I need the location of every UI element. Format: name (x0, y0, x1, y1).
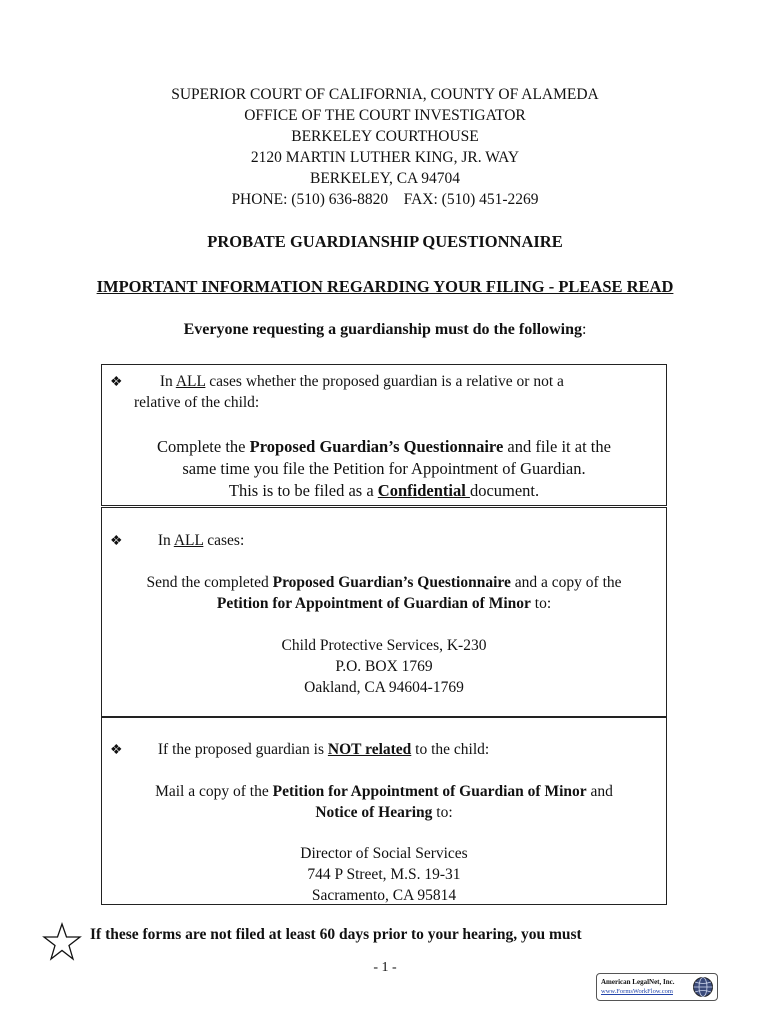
box3-line1-b: and (586, 783, 613, 800)
box3-line1-bold: Petition for Appointment of Guardian of Minor (272, 783, 587, 800)
box2-address-line3: Oakland, CA 94604-1769 (304, 679, 464, 696)
box3-line1-a: Mail a copy of the (155, 783, 273, 800)
box1-line3-b: document. (469, 481, 540, 500)
everyone-instruction (0, 321, 770, 339)
box2-line2-b: to: (530, 595, 552, 612)
box1-intro (110, 371, 658, 393)
box3-line1 (102, 781, 666, 802)
box1-line3 (102, 480, 666, 501)
diamond-bullet-icon: ❖ (110, 534, 123, 549)
box2-line1-a: Send the completed (146, 574, 273, 591)
diamond-bullet-icon: ❖ (110, 375, 123, 390)
everyone-text: Everyone requesting a guardianship must do the following (183, 321, 582, 338)
box2-line2 (102, 593, 666, 614)
important-heading: IMPORTANT INFORMATION REGARDING YOUR FILING - PLEASE READ (96, 277, 674, 296)
instruction-box-cps (101, 507, 667, 717)
box1-intro-a: In (159, 373, 176, 390)
box1-line1-a: Complete the (157, 437, 250, 456)
stamp-url-link[interactable]: www.FormsWorkFlow.com (601, 988, 673, 995)
box3-line2 (102, 802, 666, 823)
box3-intro-a: If the proposed guardian is (157, 741, 328, 758)
box2-intro-a: In (157, 532, 174, 549)
box1-line3-a: This is to be filed as a (228, 481, 378, 500)
box3-intro (110, 739, 489, 761)
star-icon (42, 922, 82, 962)
box1-line2: same time you file the Petition for Appointment of Guardian. (182, 459, 586, 478)
page-number: - 1 - (373, 960, 397, 975)
document-title: PROBATE GUARDIANSHIP QUESTIONNAIRE (207, 232, 563, 251)
everyone-colon: : (581, 321, 587, 338)
legalnet-stamp (596, 973, 718, 1001)
box3-line2-bold: Notice of Hearing (315, 804, 433, 821)
header-line-office: OFFICE OF THE COURT INVESTIGATOR (244, 107, 526, 124)
box2-line1-bold: Proposed Guardian’s Questionnaire (272, 574, 511, 591)
box3-address-line2: 744 P Street, M.S. 19-31 (307, 866, 461, 883)
box1-line1-bold: Proposed Guardian’s Questionnaire (249, 437, 504, 456)
box3-address-line3: Sacramento, CA 95814 (311, 887, 457, 904)
box2-line2-bold: Petition for Appointment of Guardian of Minor (216, 595, 531, 612)
box1-line1-b: and file it at the (503, 437, 611, 456)
diamond-bullet-icon: ❖ (110, 743, 123, 758)
header-line-court: SUPERIOR COURT OF CALIFORNIA, COUNTY OF ALAMEDA (171, 86, 599, 103)
box1-intro-b: cases whether the proposed guardian is a relative or not a (205, 373, 564, 390)
box1-intro-all: ALL (175, 373, 206, 390)
box2-intro (110, 530, 244, 552)
box1-line3-bold: Confidential (377, 481, 470, 500)
bottom-warning: If these forms are not filed at least 60 days prior to your hearing, you must (90, 926, 582, 943)
box2-line1 (102, 572, 666, 593)
header-line-street: 2120 MARTIN LUTHER KING, JR. WAY (250, 149, 520, 166)
box1-line1 (102, 436, 666, 457)
globe-icon (692, 976, 714, 998)
box2-address-line1: Child Protective Services, K-230 (281, 637, 487, 654)
instruction-box-questionnaire (101, 364, 667, 506)
box3-line2-b: to: (432, 804, 453, 821)
instruction-box-social-services (101, 717, 667, 905)
box2-intro-b: cases: (203, 532, 245, 549)
box2-line1-b: and a copy of the (510, 574, 622, 591)
box3-address-line1: Director of Social Services (300, 845, 468, 862)
box1-intro-c: relative of the child: (134, 394, 260, 411)
header-line-phone-fax: PHONE: (510) 636-8820 FAX: (510) 451-2269 (231, 191, 539, 208)
court-header (0, 84, 770, 210)
box3-intro-bold: NOT related (327, 741, 412, 758)
box3-intro-b: to the child: (411, 741, 490, 758)
header-line-courthouse: BERKELEY COURTHOUSE (291, 128, 479, 145)
header-line-city: BERKELEY, CA 94704 (310, 170, 460, 187)
box2-intro-all: ALL (173, 532, 204, 549)
box2-address-line2: P.O. BOX 1769 (335, 658, 433, 675)
stamp-company: American LegalNet, Inc. (601, 978, 675, 986)
